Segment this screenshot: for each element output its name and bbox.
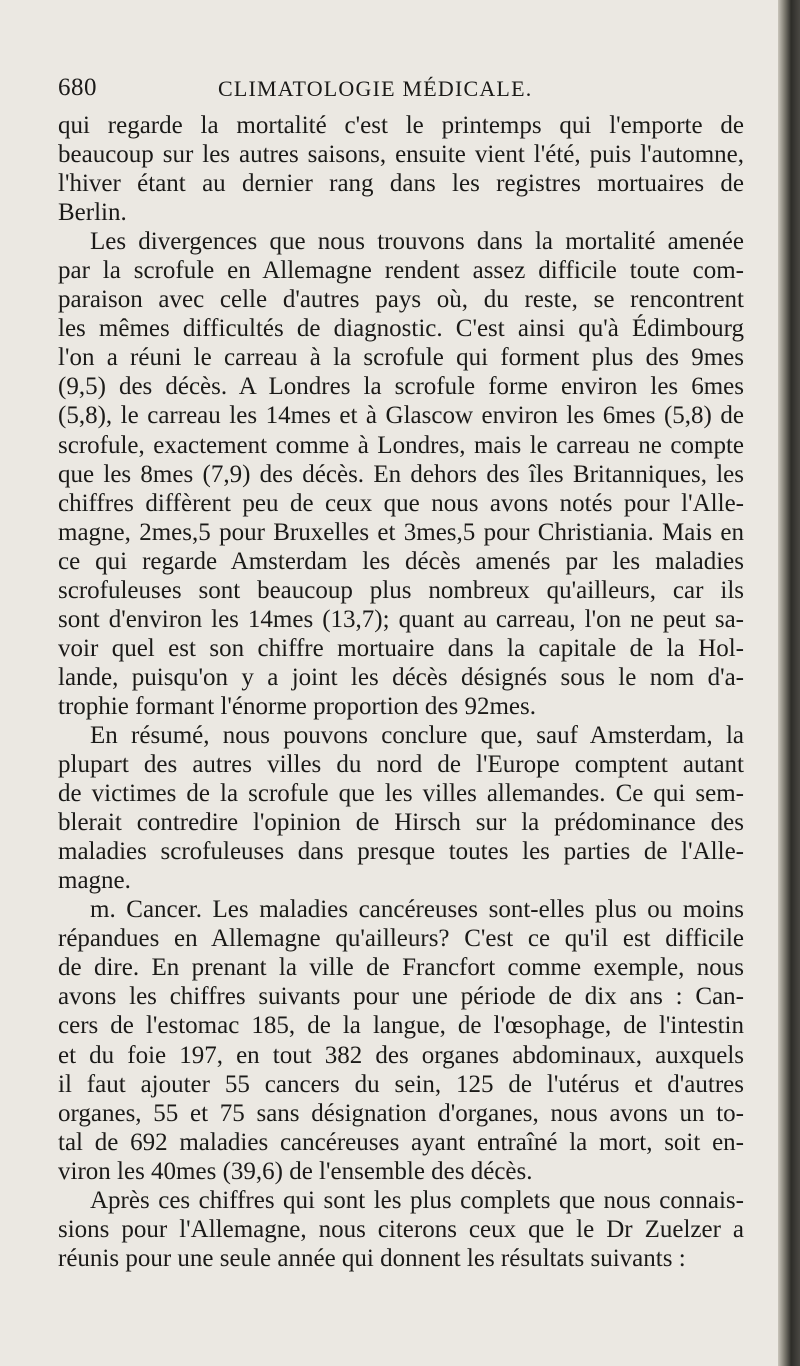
text-line: sont d'environ les 14mes (13,7); quant au carreau, l'on ne peut sa-: [58, 605, 744, 633]
page-number: 680: [58, 74, 97, 101]
text-line: magne.: [58, 867, 131, 895]
text-line: ce qui regarde Amsterdam les décès amenés par les maladies: [58, 547, 744, 575]
text-line: l'hiver étant au dernier rang dans les registres mortuaires de: [58, 170, 744, 198]
running-head: CLIMATOLOGIE MÉDICALE.: [218, 76, 533, 101]
text-line: voir quel est son chiffre mortuaire dans la capitale de la Hol-: [58, 634, 744, 662]
text-line: réunis pour une seule année qui donnent les résultats suivants :: [58, 1244, 686, 1272]
text-line: organes, 55 et 75 sans désignation d'organes, nous avons un to-: [58, 1099, 744, 1127]
text-line: magne, 2mes,5 pour Bruxelles et 3mes,5 pour Christiania. Mais en: [58, 518, 744, 546]
text-line: beaucoup sur les autres saisons, ensuite vient l'été, puis l'automne,: [58, 141, 744, 169]
text-line: avons les chiffres suivants pour une période de dix ans : Can-: [58, 983, 744, 1011]
text-line: répandues en Allemagne qu'ailleurs? C'est ce qu'il est difficile: [58, 925, 744, 953]
text-line: Après ces chiffres qui sont les plus complets que nous connais-: [90, 1186, 744, 1214]
page-header: [58, 74, 748, 110]
text-line: qui regarde la mortalité c'est le printemps qui l'emporte de: [58, 112, 744, 139]
text-line: l'on a réuni le carreau à la scrofule qui forment plus des 9mes: [58, 344, 744, 372]
text-line: chiffres diffèrent peu de ceux que nous avons notés pour l'Alle-: [58, 489, 744, 517]
text-line: (9,5) des décès. A Londres la scrofule forme environ les 6mes: [58, 373, 744, 401]
text-line: par la scrofule en Allemagne rendent assez difficile toute com-: [58, 257, 744, 285]
text-line: tal de 692 maladies cancéreuses ayant entraîné la mort, soit en-: [58, 1128, 744, 1156]
text-line: que les 8mes (7,9) des décès. En dehors des îles Britanniques, les: [58, 460, 744, 488]
text-line: En résumé, nous pouvons conclure que, sauf Amsterdam, la: [90, 721, 744, 749]
text-line: de victimes de la scrofule que les villes allemandes. Ce qui sem-: [58, 780, 744, 808]
text-line: paraison avec celle d'autres pays où, du reste, se rencontrent: [58, 286, 744, 314]
text-line: scrofule, exactement comme à Londres, mais le carreau ne compte: [58, 431, 744, 459]
text-line: plupart des autres villes du nord de l'Europe comptent autant: [58, 751, 744, 779]
text-line: il faut ajouter 55 cancers du sein, 125 de l'utérus et d'autres: [58, 1070, 744, 1098]
text-line: de dire. En prenant la ville de Francfort comme exemple, nous: [58, 954, 744, 982]
text-line: et du foie 197, en tout 382 des organes abdominaux, auxquels: [58, 1041, 744, 1069]
text-line: trophie formant l'énorme proportion des 92mes.: [58, 692, 537, 720]
text-line: m. Cancer. Les maladies cancéreuses sont-elles plus ou moins: [90, 896, 744, 924]
book-spine-shadow: [778, 0, 800, 1366]
text-line: viron les 40mes (39,6) de l'ensemble des décès.: [58, 1157, 533, 1185]
text-line: lande, puisqu'on y a joint les décès désignés sous le nom d'a-: [58, 663, 744, 691]
text-line: (5,8), le carreau les 14mes et à Glascow environ les 6mes (5,8) de: [58, 402, 744, 430]
text-line: maladies scrofuleuses dans presque toutes les parties de l'Alle-: [58, 838, 744, 866]
text-line: scrofuleuses sont beaucoup plus nombreux qu'ailleurs, car ils: [58, 576, 744, 604]
text-line: les mêmes difficultés de diagnostic. C'est ainsi qu'à Édimbourg: [58, 315, 744, 343]
text-line: blerait contredire l'opinion de Hirsch sur la prédominance des: [58, 809, 744, 837]
text-line: Berlin.: [58, 199, 127, 227]
text-line: sions pour l'Allemagne, nous citerons ceux que le Dr Zuelzer a: [58, 1215, 744, 1243]
body-text: [58, 111, 744, 1273]
text-line: Les divergences que nous trouvons dans la mortalité amenée: [90, 228, 744, 256]
text-line: cers de l'estomac 185, de la langue, de l'œsophage, de l'intestin: [58, 1012, 744, 1040]
